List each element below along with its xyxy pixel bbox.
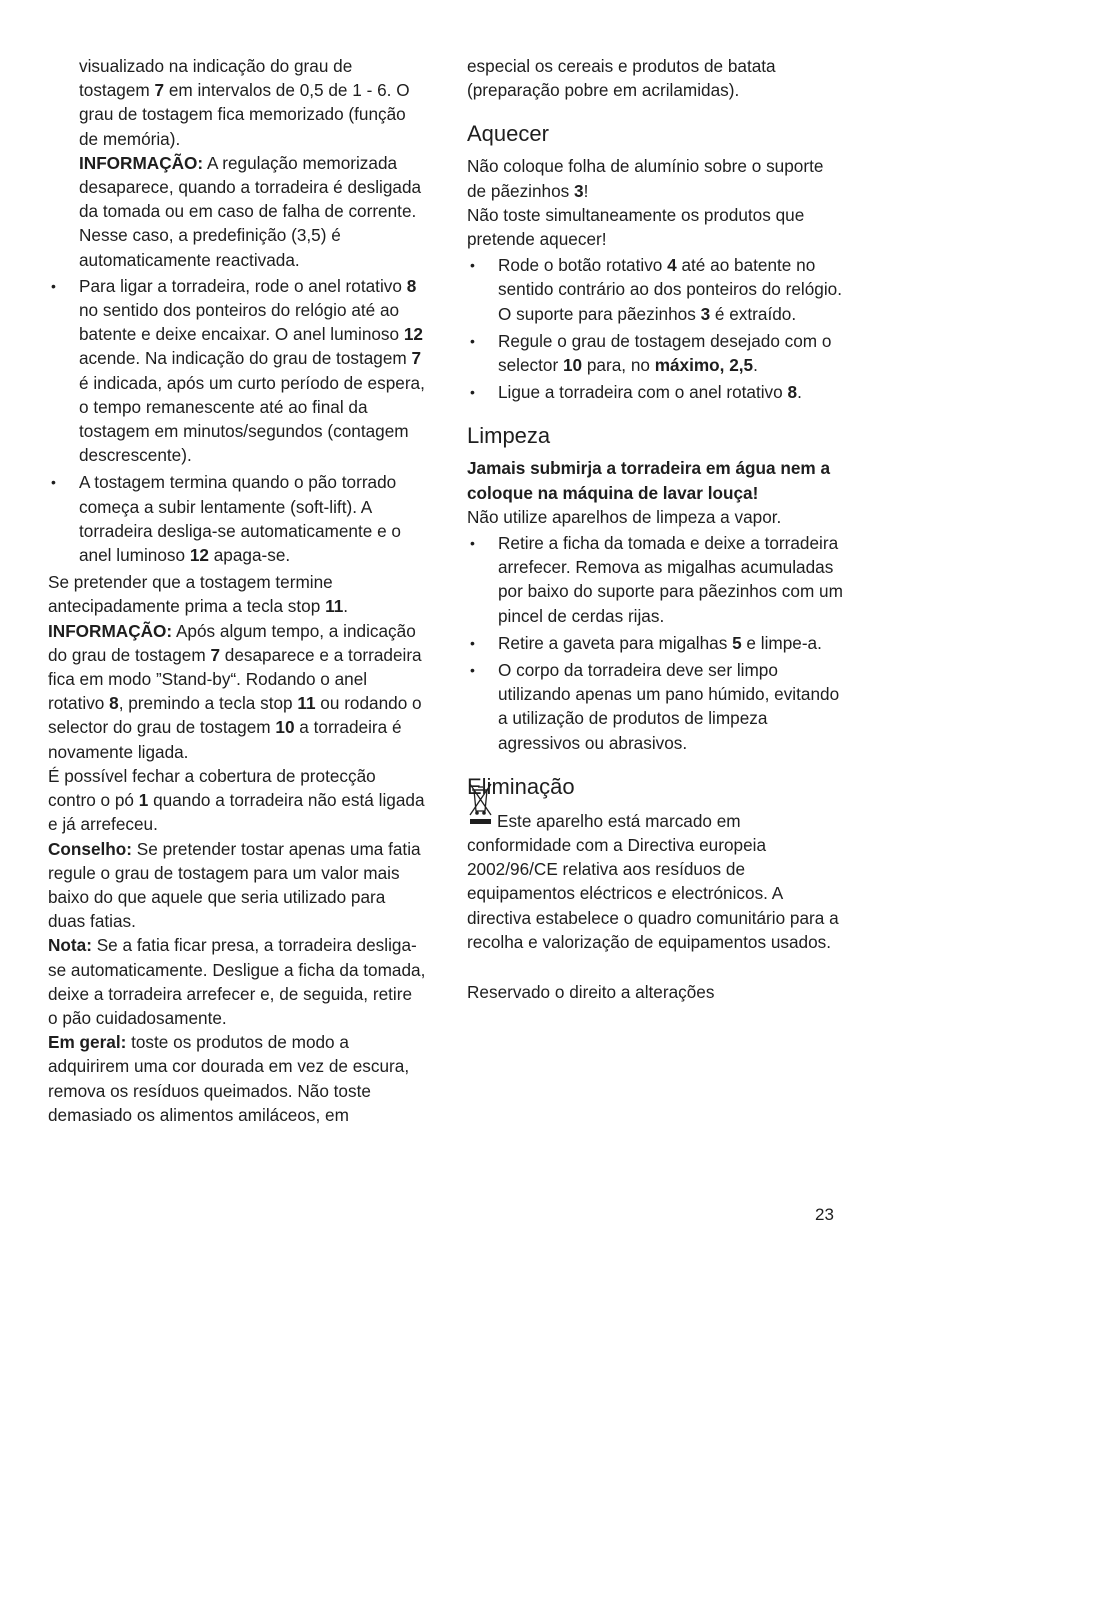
general-paragraph: Em geral: toste os produtos de modo a adquirirem uma cor dourada em vez de escura, remova os resíduos queimados. Não toste demasiado os alimentos amiláceos, em	[48, 1032, 410, 1125]
list-item: • Regule o grau de tostagem desejado com o selector 10 para, no máximo, 2,5.	[470, 330, 832, 376]
section-title-eliminacao: Eliminação	[467, 773, 575, 799]
page-number: 23	[815, 1205, 834, 1224]
list-item: • A tostagem termina quando o pão torrado começa a subir lentamente (soft-lift). A torradeira desliga-se automaticamente e o anel luminoso 12 apaga-se.	[51, 472, 401, 566]
paragraph-dust-cover: É possível fechar a cobertura de protecção contro o pó 1 quando a torradeira não está ligada e já arrefeceu.	[48, 765, 425, 835]
right-column	[467, 54, 847, 1004]
info-note-1: INFORMAÇÃO: A regulação memorizada desaparece, quando a torradeira é desligada da tomada ou em caso de falha de corrente. Nesse caso, a predefinição (3,5) é automaticamente reactivada.	[79, 152, 422, 270]
limpeza-steam-note: Não utilize aparelhos de limpeza a vapor.	[467, 506, 782, 527]
list-item: • Retire a gaveta para migalhas 5 e limpe-a.	[470, 632, 822, 653]
note-paragraph: Nota: Se a fatia ficar presa, a torradeira desliga-se automaticamente. Desligue a ficha da tomada, deixe a torradeira arrefecer e, de seguida, retire o pão cuidadosamente.	[48, 935, 426, 1028]
list-item: • O corpo da torradeira deve ser limpo utilizando apenas um pano húmido, evitando a utilização de produtos de limpeza agressivos ou abrasivos.	[470, 660, 840, 753]
section-title-aquecer: Aquecer	[467, 121, 549, 147]
left-column	[48, 54, 426, 1127]
aquecer-warning-2: Não toste simultaneamente os produtos que pretende aquecer!	[467, 204, 805, 250]
disposal-paragraph: conformidade com a Directiva europeia 2002/96/CE relativa aos resíduos de equipamentos eléctricos e electrónicos. A directiva estabelece o quadro comunitário para a recolha e valorização de equipamentos usados.	[467, 835, 839, 952]
tip-paragraph: Conselho: Se pretender tostar apenas uma fatia regule o grau de tostagem para um valor mais baixo do que aquele que seria utilizado para duas fatias.	[48, 838, 421, 932]
section-title-limpeza: Limpeza	[467, 423, 551, 449]
paragraph-memory: visualizado na indicação do grau de tostagem 7 em intervalos de 0,5 de 1 - 6. O grau de tostagem fica memorizado (função de memória).	[79, 56, 410, 149]
list-item: • Para ligar a torradeira, rode o anel rotativo 8 no sentido dos ponteiros do relógio até ao batente e deixe encaixar. O anel luminoso 12 acende. Na indicação do grau de tostagem 7 é indicada, após um curto período de espera, o tempo remanescente até ao final da tostagem em minutos/segundos (contagem descrescente).	[51, 275, 425, 466]
list-item: • Rode o botão rotativo 4 até ao batente no sentido contrário ao dos ponteiros do relógio. O suporte para pãezinhos 3 é extraído.	[470, 255, 842, 324]
list-item: • Ligue a torradeira com o anel rotativo 8.	[470, 382, 802, 403]
continuation-paragraph: especial os cereais e produtos de batata (preparação pobre em acrilamidas).	[467, 56, 776, 101]
list-item: • Retire a ficha da tomada e deixe a torradeira arrefecer. Remova as migalhas acumuladas por baixo do suporte para pãezinhos com um pincel de cerdas rijas.	[470, 533, 843, 626]
limpeza-warning: Jamais submirja a torradeira em água nem a coloque na máquina de lavar louça!	[467, 458, 831, 503]
crossed-bin-icon	[467, 781, 493, 827]
disposal-first-line: Este aparelho está marcado em	[467, 809, 847, 833]
info-note-2: INFORMAÇÃO: Após algum tempo, a indicação do grau de tostagem 7 desaparece e a torradeira fica em modo ”Stand-by“. Rodando o anel rotativo 8, premindo a tecla stop 11 ou rodando o selector do grau de tostagem 10 a torradeira é novamente ligada.	[48, 620, 422, 762]
paragraph-stop: Se pretender que a tostagem termine antecipadamente prima a tecla stop 11.	[48, 572, 349, 617]
aquecer-warning-1: Não coloque folha de alumínio sobre o suporte de pãezinhos 3!	[467, 156, 824, 201]
rights-reserved-note: Reservado o direito a alterações	[467, 982, 715, 1003]
